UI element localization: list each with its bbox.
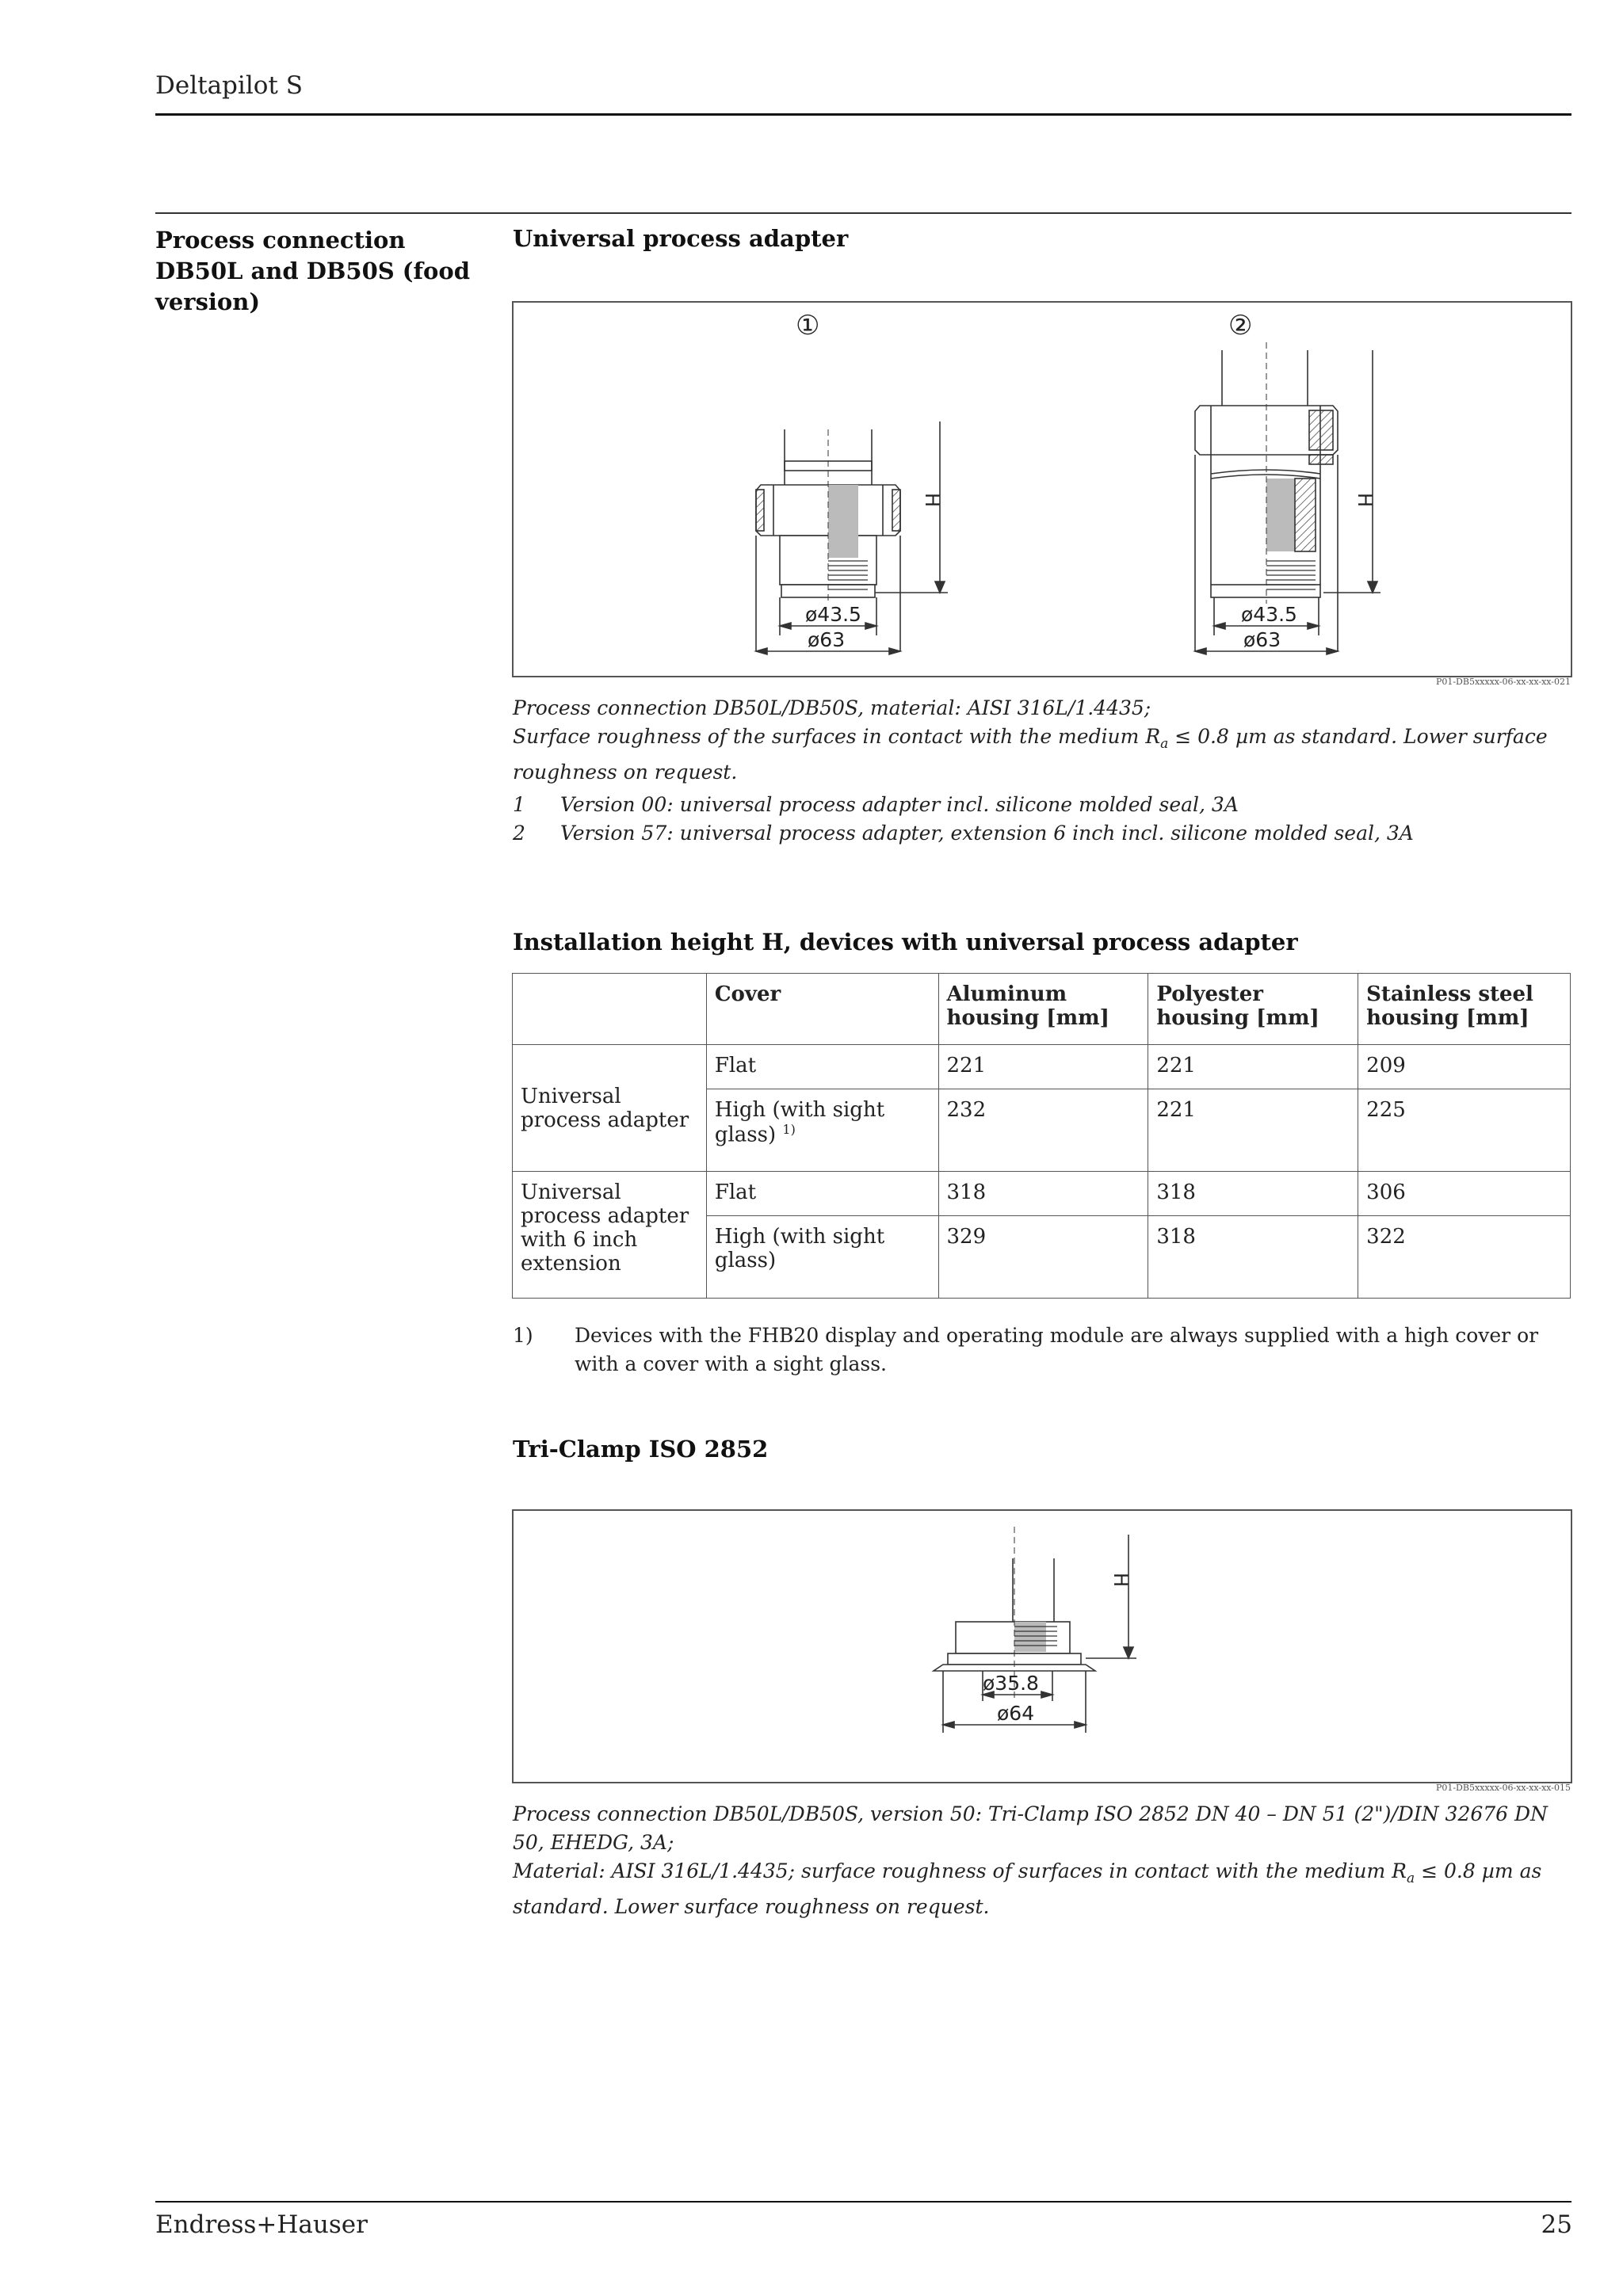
triclamp-figure: [512, 1509, 1572, 1783]
install-cell-cover: High (with sight glass): [706, 1216, 938, 1299]
adapter-marker-2: ②: [1228, 310, 1253, 341]
install-cell-stainless: 209: [1358, 1045, 1571, 1089]
install-cell-stainless: 225: [1358, 1089, 1571, 1172]
triclamp-figure-code: P01-DB5xxxxx-06-xx-xx-xx-015: [1435, 1783, 1571, 1793]
page-number: 25: [1541, 2210, 1572, 2239]
install-cell-polyester: 318: [1148, 1172, 1358, 1216]
adapter-heading: Universal process adapter: [513, 225, 849, 252]
legend-item-text: Version 57: universal process adapter, extension 6 inch incl. silicone molded seal, 3A: [560, 822, 1414, 845]
footer-rule: [155, 2201, 1571, 2203]
install-header-blank: [513, 974, 707, 1045]
install-cell-polyester: 318: [1148, 1216, 1358, 1299]
install-cell-cover-text: High (with sight glass): [714, 1098, 885, 1147]
install-header-stainless: Stainless steel housing [mm]: [1358, 974, 1571, 1045]
triclamp-h-label: H: [1109, 1573, 1132, 1588]
install-cell-aluminum: 232: [938, 1089, 1148, 1172]
install-table: [512, 973, 1571, 1299]
install-header-polyester: Polyester housing [mm]: [1148, 974, 1358, 1045]
install-cell-aluminum: 318: [938, 1172, 1148, 1216]
legend-item-text: Version 00: universal process adapter incl. silicone molded seal, 3A: [560, 793, 1239, 816]
adapter-marker-1: ①: [796, 310, 820, 341]
footnote-number: 1): [513, 1324, 533, 1347]
adapter-drawing: [514, 303, 1571, 676]
triclamp-outer-dia: ø64: [997, 1702, 1035, 1725]
adapter-v2-inner-dia: ø43.5: [1241, 603, 1297, 626]
footnote-ref: 1): [782, 1122, 796, 1137]
adapter-caption-line2-pre: Surface roughness of the surfaces in contact with the medium R: [513, 725, 1161, 748]
adapter-caption-line2: [513, 723, 1575, 787]
footer-brand: Endress+Hauser: [155, 2210, 368, 2239]
install-cell-aluminum: 221: [938, 1045, 1148, 1089]
install-group-label: Universal process adapter with 6 inch extension: [513, 1172, 707, 1299]
legend-item: [513, 819, 1575, 848]
adapter-v2-h-label: H: [1354, 493, 1376, 508]
install-cell-cover: [706, 1089, 938, 1172]
install-heading: Installation height H, devices with universal process adapter: [513, 929, 1298, 955]
install-cell-cover: Flat: [706, 1045, 938, 1089]
triclamp-heading: Tri-Clamp ISO 2852: [513, 1436, 769, 1463]
triclamp-inner-dia: ø35.8: [983, 1672, 1039, 1695]
adapter-caption-subscript: a: [1160, 736, 1169, 752]
adapter-legend: [513, 791, 1575, 848]
triclamp-caption-line1: Process connection DB50L/DB50S, version 50: Tri-Clamp ISO 2852 DN 40 – DN 51 (2")/DIN 32676 DN 50, EHEDG, 3A;: [513, 1802, 1548, 1854]
adapter-caption-line2-post: ≤ 0.8 µm as standard. Lower surface roughness on request.: [513, 725, 1548, 784]
install-cell-cover: Flat: [706, 1172, 938, 1216]
section-label: Process connection DB50L and DB50S (food version): [155, 227, 470, 315]
triclamp-caption-line2-post: ≤ 0.8 µm as standard. Lower surface roughness on request.: [513, 1859, 1542, 1918]
adapter-v2-outer-dia: ø63: [1243, 628, 1281, 651]
install-cell-aluminum: 329: [938, 1216, 1148, 1299]
table-row: [513, 1045, 1571, 1089]
table-row: [513, 1172, 1571, 1216]
adapter-v1-h-label: H: [921, 493, 943, 508]
adapter-figure-code: P01-DB5xxxxx-06-xx-xx-xx-021: [1435, 677, 1571, 687]
section-rule: [155, 212, 1571, 214]
triclamp-caption-subscript: a: [1406, 1871, 1415, 1886]
triclamp-caption: [513, 1800, 1575, 1921]
adapter-figure: [512, 301, 1572, 677]
adapter-v1-inner-dia: ø43.5: [805, 603, 861, 626]
install-table-header-row: [513, 974, 1571, 1045]
running-header-title: Deltapilot S: [155, 71, 303, 100]
install-header-aluminum: Aluminum housing [mm]: [938, 974, 1148, 1045]
footnote-text: Devices with the FHB20 display and operating module are always supplied with a high cover or with a cover with a sight glass.: [575, 1324, 1539, 1375]
triclamp-caption-line2-pre: Material: AISI 316L/1.4435; surface roughness of surfaces in contact with the medium R: [513, 1859, 1407, 1882]
install-cell-polyester: 221: [1148, 1045, 1358, 1089]
header-rule: [155, 113, 1571, 116]
install-group-label: Universal process adapter: [513, 1045, 707, 1172]
adapter-v1-outer-dia: ø63: [808, 628, 846, 651]
adapter-caption-line1: Process connection DB50L/DB50S, material: AISI 316L/1.4435;: [513, 696, 1151, 719]
adapter-caption: [513, 694, 1575, 787]
install-header-cover: Cover: [706, 974, 938, 1045]
install-cell-stainless: 306: [1358, 1172, 1571, 1216]
install-cell-polyester: 221: [1148, 1089, 1358, 1172]
triclamp-caption-line2: [513, 1857, 1575, 1921]
legend-item-number: 1: [513, 793, 525, 816]
install-cell-stainless: 322: [1358, 1216, 1571, 1299]
legend-item-number: 2: [513, 822, 525, 845]
legend-item: [513, 791, 1575, 819]
triclamp-drawing: [514, 1511, 1571, 1782]
